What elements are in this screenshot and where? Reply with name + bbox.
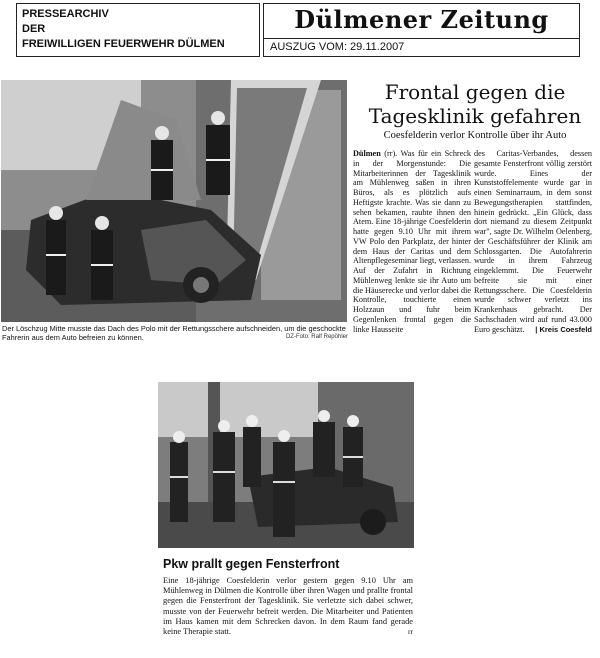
byline-text: Kreis Coesfeld <box>539 324 592 334</box>
excerpt-date: AUSZUG VOM: 29.11.2007 <box>264 38 579 56</box>
photo-caption <box>2 324 348 342</box>
article-column-1 <box>353 149 471 334</box>
article2-byline: rr <box>408 627 413 637</box>
article-byline: | Kreis Coesfeld <box>535 324 592 334</box>
article2-text: Eine 18-jährige Coesfelderin verlor gestern gegen 9.10 Uhr am Mühlenweg in Dülmen die Kontrolle über ihren Wagen und prallte frontal gegen die Fensterfront der Tagesklinik. Sie verletzte sich dabei schwer, musste von der Feuerwehr befreit werden. Die Mitarbeiter und Patienten im Haus kamen mit dem Schrecken davon. In dem Raum fand gerade keine Therapie statt. <box>163 576 413 637</box>
archive-label-box <box>16 3 260 57</box>
dateline-location: Dülmen <box>353 149 381 158</box>
newspaper-name: Dülmener Zeitung <box>294 5 549 34</box>
article-text: (rr). Was für ein Schreck in der Morgenstunde: Die Mitarbeiterinnen der Tagesklinik am Mühlenweg saßen in ihren Büros, als es plötzlich aufs Heftigste krachte. Was sie dann zu sehen bekamen, raubte ihnen den Atem. Eine 18-jährige Coesfelderin hatte gegen 9.10 Uhr mit ihrem VW Polo den Parkplatz, der hinter dem Haus der Caritas und dem Altenpflegeseminar liegt, verlassen. Auf der Zufahrt in Richtung Mühlenweg lenkte sie ihr Auto um die Häuserecke und verlor dabei die Kontrolle, touchierte einen Holzzaun und fuhr beim Gegenlenken frontal gegen die linke Hausseite <box>353 149 471 334</box>
article-subheadline: Coesfelderin verlor Kontrolle über ihr Auto <box>383 130 567 141</box>
article2-body <box>163 576 413 637</box>
archive-line: DER <box>22 23 46 35</box>
crash-photo-1 <box>1 80 347 322</box>
article2-headline: Pkw prallt gegen Fensterfront <box>163 557 340 571</box>
article-text: des Caritas-Verbandes, dessen gesamte Fensterfront völlig zerstört wurde. Eines der Kunststoffelemente wurde gar in einen Seminarraum, in dem sonst Bewegungstherapien stattfinden, hinein gedrückt. „Ein Glück, dass dort niemand zu diesem Zeitpunkt war", sagte Dr. Wilhelm Oelenberg, der Geschäftsführer der Klinik am Schlossgarten. Die Autofahrerin wurde in ihrem Fahrzeug eingeklemmt. Die Feuerwehr befreite sie mit einer Rettungsschere. Die Coesfelderin wurde schwer verletzt ins Krankenhaus gebracht. Der Sachschaden wird auf rund 43.000 Euro geschätzt. <box>474 149 592 334</box>
crash-photo-2 <box>158 382 414 548</box>
archive-header <box>16 3 580 57</box>
archive-line: FREIWILLIGEN FEUERWEHR DÜLMEN <box>22 38 225 50</box>
photo-credit: DZ-Foto: Ralf Repöhler <box>285 334 348 340</box>
archive-line: PRESSEARCHIV <box>22 8 109 20</box>
article-column-2 <box>474 149 592 334</box>
photo-caption-text: Der Löschzug Mitte musste das Dach des Polo mit der Rettungsschere aufschneiden, um die geschockte Fahrerin aus dem Auto befreien zu können. <box>2 324 346 342</box>
article-headline: Frontal gegen die Tagesklinik gefahren <box>368 80 582 128</box>
newspaper-box <box>263 3 580 57</box>
